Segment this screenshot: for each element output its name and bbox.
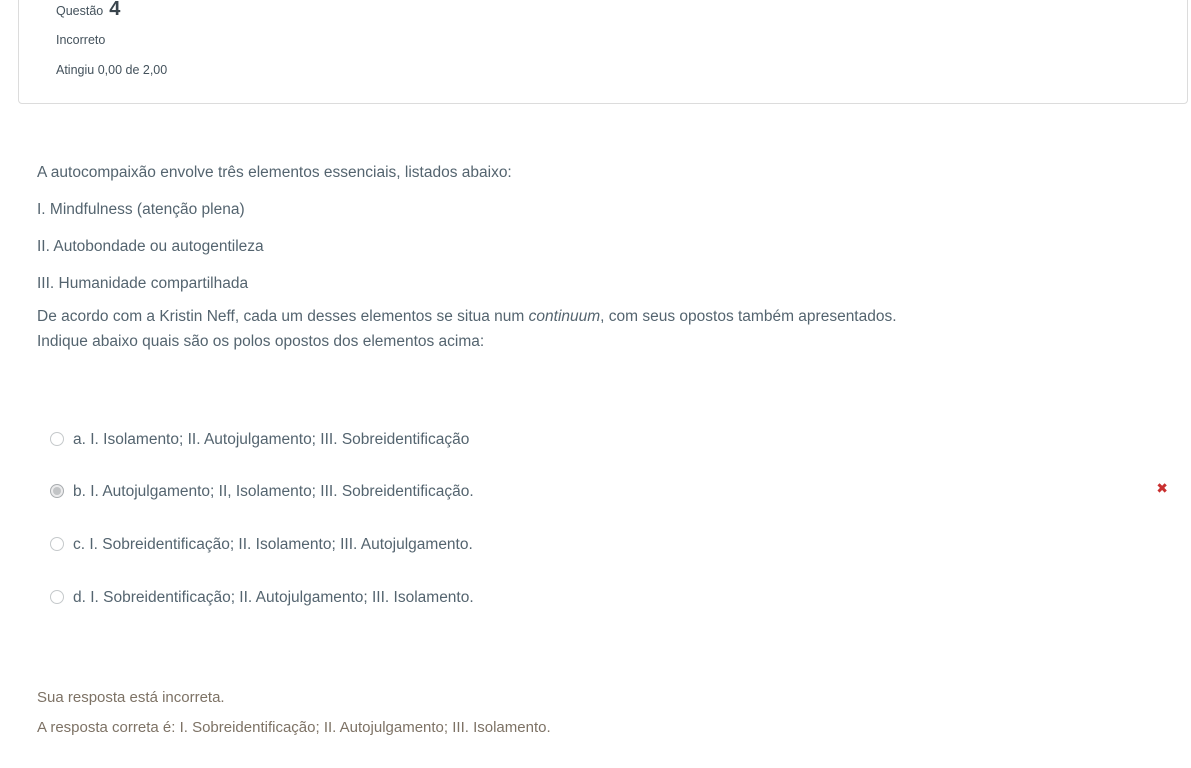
radio-button-a[interactable]: [50, 432, 64, 446]
option-letter: b.: [73, 482, 86, 500]
option-letter: d.: [73, 588, 86, 606]
answer-option-c[interactable]: [50, 534, 1191, 554]
incorrect-icon: ✖: [1156, 480, 1168, 496]
question-status: Incorreto: [56, 33, 106, 47]
question-label: Questão: [56, 4, 104, 18]
question-prompt-line1: De acordo com a Kristin Neff, cada um desses elementos se situa num continuum, com seus opostos também apresentados.: [37, 308, 897, 325]
question-info-box: [18, 0, 1188, 104]
option-letter: a.: [73, 430, 86, 448]
question-stem-item-3: III. Humanidade compartilhada: [37, 275, 249, 292]
question-prompt-line2: Indique abaixo quais são os polos opostos dos elementos acima:: [37, 333, 485, 350]
feedback-incorrect: Sua resposta está incorreta.: [37, 689, 225, 706]
option-text: I. Sobreidentificação; II. Autojulgamento; III. Isolamento.: [90, 588, 474, 606]
italic-term: continuum: [528, 308, 601, 325]
radio-button-d[interactable]: [50, 590, 64, 604]
option-text: I. Sobreidentificação; II. Isolamento; III. Autojulgamento.: [89, 535, 473, 553]
option-letter: c.: [73, 535, 86, 553]
question-stem-intro: A autocompaixão envolve três elementos essenciais, listados abaixo:: [37, 164, 512, 181]
feedback-correct-answer: A resposta correta é: I. Sobreidentificação; II. Autojulgamento; III. Isolamento.: [37, 719, 551, 736]
answer-option-a[interactable]: [50, 429, 1191, 449]
radio-button-c[interactable]: [50, 537, 64, 551]
option-text: I. Autojulgamento; II, Isolamento; III. Sobreidentificação.: [90, 482, 474, 500]
question-grade: Atingiu 0,00 de 2,00: [56, 63, 168, 77]
question-stem-item-2: II. Autobondade ou autogentileza: [37, 238, 264, 255]
question-stem-item-1: I. Mindfulness (atenção plena): [37, 201, 245, 218]
radio-button-b-selected[interactable]: [50, 484, 64, 498]
question-number: 4: [109, 0, 121, 20]
answer-option-d[interactable]: [50, 587, 1191, 607]
option-text: I. Isolamento; II. Autojulgamento; III. Sobreidentificação: [90, 430, 470, 448]
question-number-label: [56, 0, 120, 21]
answer-option-b[interactable]: [50, 481, 1191, 501]
